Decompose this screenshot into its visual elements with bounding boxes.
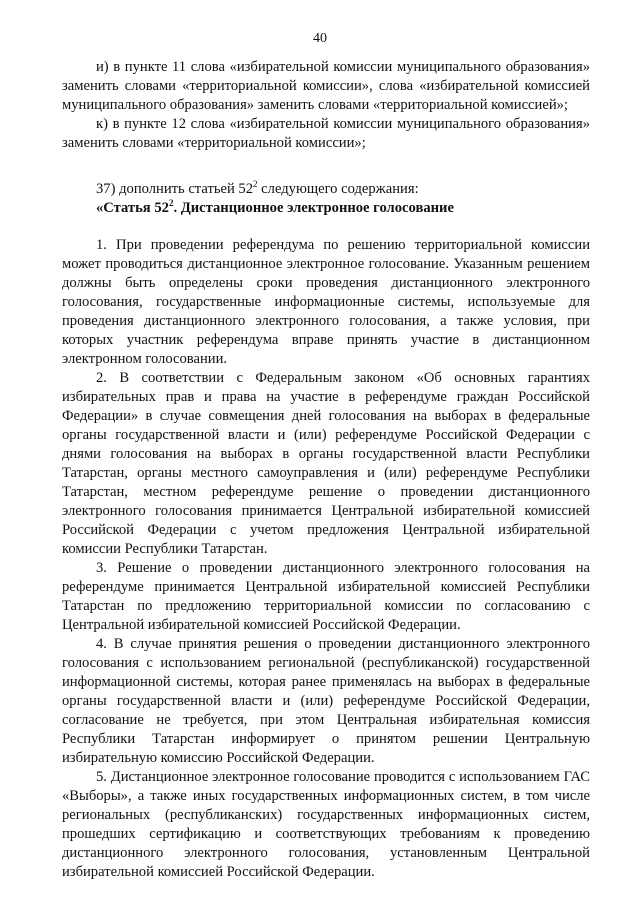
- article-paragraph-2: 2. В соответствии с Федеральным законом «Об основных гарантиях избирательных прав и права на участие в референдуме граждан Российской Федерации» в случае совмещения дней голосования на выборах в федеральные органы государственной власти и (или) референдуме Российской Федерации с днями голосования на выборах в органы государственной власти Республики Татарстан, органы местного самоуправления и (или) референдуме Республики Татарстан, местном референдуме решение о проведении дистанционного электронного голосования принимается Центральной избирательной комиссией Российской Федерации с учетом предложения Центральной избирательной комиссии Республики Татарстан.: [62, 370, 590, 557]
- amendments-block: [62, 58, 590, 153]
- heading-superscript: 2: [168, 198, 174, 209]
- new-article-block: [62, 180, 590, 218]
- intro-prefix: 37) дополнить статьей 52: [96, 181, 254, 197]
- article-paragraph-4: 4. В случае принятия решения о проведении дистанционного электронного голосования с использованием региональной (республиканской) государственной информационной системы, которая ранее применялась на выборах в федеральные органы государственной власти и (или) референдуме Российской Федерации, согласование не требуется, при этом Центральная избирательная комиссия Республики Татарстан информирует о принятом решении Центральную избирательную комиссию Российской Федерации.: [62, 636, 590, 766]
- amendment-item-i: и) в пункте 11 слова «избирательной комиссии муниципального образования» заменить словами «территориальной комиссии», слова «избирательной комиссией муниципального образования» заменить словами «территориальной комиссией»;: [62, 59, 590, 113]
- page-number: 40: [313, 31, 327, 46]
- article-body: [62, 236, 590, 882]
- article-paragraph-1: 1. При проведении референдума по решению территориальной комиссии может проводиться дистанционное электронное голосование. Указанным решением должны быть определены сроки проведения дистанционного электронного голосования, государственные информационные системы, используемые для проведения дистанционного электронного голосования, а также условия, при которых участник референдума вправе принять участие в дистанционном электронном голосовании.: [62, 237, 590, 367]
- article-paragraph-5: 5. Дистанционное электронное голосование проводится с использованием ГАС «Выборы», а также иных государственных информационных систем, в том числе региональных (республиканских) государственных информационных систем, прошедших сертификацию и соответствующих требованиям к проведению дистанционного электронного голосования, установленным Центральной избирательной комиссией Российской Федерации.: [62, 769, 590, 880]
- article-heading: [62, 199, 590, 218]
- article-paragraph-3: 3. Решение о проведении дистанционного электронного голосования на референдуме принимается Центральной избирательной комиссией Республики Татарстан по предложению территориальной комиссии по согласованию с Центральной избирательной комиссией Российской Федерации.: [62, 560, 590, 633]
- heading-suffix: . Дистанционное электронное голосование: [173, 200, 454, 216]
- intro-suffix: следующего содержания:: [257, 181, 419, 197]
- intro-superscript: 2: [253, 179, 258, 190]
- amendment-item-k: к) в пункте 12 слова «избирательной комиссии муниципального образования» заменить словами «территориальной комиссии»;: [62, 116, 590, 151]
- heading-prefix: «Статья 52: [96, 200, 169, 216]
- new-article-intro: [62, 180, 590, 199]
